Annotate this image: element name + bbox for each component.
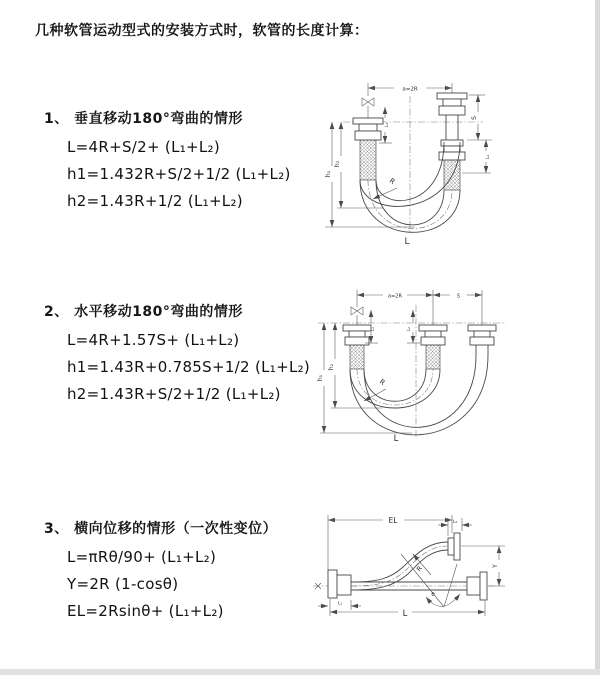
braided-hose-section: [426, 345, 440, 369]
section-horizontal-movement: [44, 303, 324, 403]
hose-u-curves: [350, 355, 488, 435]
left-pipe-flange: [343, 325, 371, 369]
upper-flange: [448, 533, 460, 560]
left-flange: [328, 570, 351, 598]
dim-label-a2r: a=2R: [402, 86, 418, 93]
dim-label-l1: L₁: [385, 122, 390, 128]
bowtie-icon: [362, 98, 374, 106]
dim-label-l2: L₂: [486, 154, 491, 160]
dim-label-s: S: [456, 293, 461, 300]
formula-L: L=πRθ/90+ (L₁+L₂): [67, 548, 217, 566]
dimension-l2: [407, 310, 420, 343]
section-2-heading: 2、 水平移动180°弯曲的情形: [44, 304, 243, 320]
dim-label-l1: L₁: [370, 327, 375, 331]
formula-h2: h2=1.43R+S/2+1/2 (L₁+L₂): [67, 385, 281, 403]
diagram-vertical-180-bend: [315, 78, 540, 250]
section-lateral-displacement: [44, 520, 324, 620]
diagram-lateral-displacement: [305, 503, 595, 638]
dim-label-length: L: [393, 434, 399, 443]
dimension-length: [330, 599, 485, 616]
dim-label-r: R: [377, 377, 387, 388]
page-title: 几种软管运动型式的安装方式时，软管的长度计算：: [35, 23, 369, 39]
formula-h1: h1=1.43R+0.785S+1/2 (L₁+L₂): [67, 358, 311, 376]
page-scan-edge-right: [595, 0, 600, 675]
dim-label-l2: L₂: [452, 520, 458, 525]
dim-label-el: EL: [388, 516, 398, 525]
page-scan-edge-bottom: [0, 669, 600, 675]
dim-label-h2: h₂: [334, 160, 341, 168]
middle-pipe-flange: [419, 325, 447, 369]
dim-label-length: L: [404, 237, 410, 247]
braided-hose-section: [350, 345, 364, 369]
formula-L: L=4R+1.57S+ (L₁+L₂): [67, 331, 240, 349]
dim-label-r: R: [414, 564, 424, 574]
dim-label-l1: L₁: [337, 601, 343, 607]
bowtie-icon: [351, 307, 363, 315]
formula-EL: EL=2Rsinθ+ (L₁+L₂): [67, 602, 224, 620]
dim-label-r: R: [387, 176, 397, 187]
dim-label-y: Y: [492, 564, 499, 568]
section-1-heading: 1、 垂直移动180°弯曲的情形: [44, 111, 243, 127]
diagram-horizontal-180-bend: [310, 285, 595, 443]
hose-s-curve: [351, 542, 448, 590]
theta-angle-construction: [401, 554, 460, 607]
dim-label-length: L: [402, 609, 408, 619]
formula-L: L=4R+S/2+ (L₁+L₂): [67, 138, 221, 156]
dim-label-h1: h₁: [317, 374, 324, 382]
dim-label-s: S: [471, 116, 478, 120]
section-3-heading: 3、 横向位移的情形（一次性变位）: [44, 521, 278, 537]
dim-label-h2: h₂: [328, 363, 335, 371]
dimension-a2r-s: [357, 290, 482, 325]
formula-Y: Y=2R (1-cosθ): [67, 575, 179, 593]
dim-label-a2r: a=2R: [388, 293, 402, 300]
dim-label-l2: L₂: [406, 327, 411, 331]
dim-label-theta: θ: [431, 592, 435, 598]
dim-label-h1: h₁: [325, 170, 332, 178]
formula-h1: h1=1.432R+S/2+1/2 (L₁+L₂): [67, 165, 291, 183]
formula-h2: h2=1.43R+1/2 (L₁+L₂): [67, 192, 243, 210]
left-pipe-flange: [353, 118, 383, 180]
right-pipe-flange: [468, 325, 496, 355]
braided-hose-section: [360, 140, 376, 180]
section-vertical-movement: [44, 110, 324, 210]
